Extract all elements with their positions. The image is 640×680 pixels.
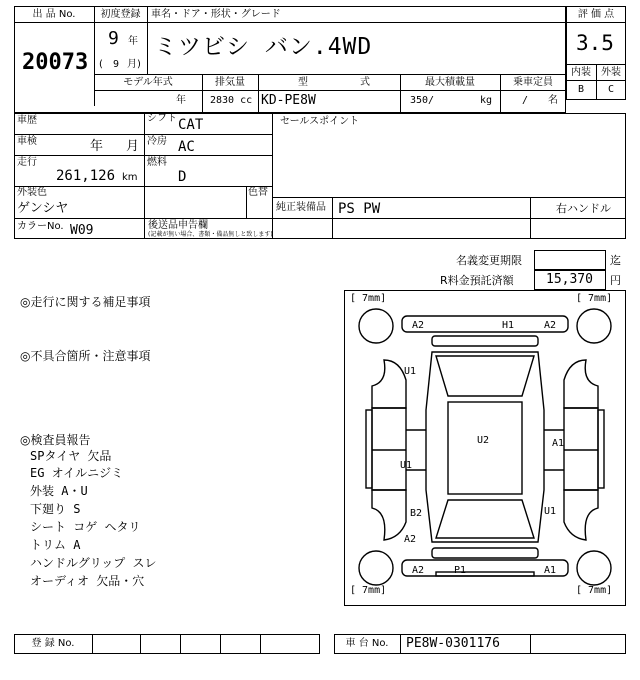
recycle-value: 15,370 [546,272,593,287]
color-change-label: 色替 [248,187,268,198]
name-change-box [534,250,606,270]
inspector-report-title: ◎検査員報告 [20,433,91,447]
shift-value: CAT [178,117,204,133]
color-no-label: カラーNo. [17,221,64,232]
mark-front-bumper-left: A2 [412,320,425,331]
max-load-value: 350/ [410,95,435,106]
tyre-depth-front-right: [ 7mm] [576,293,613,304]
mark-left-rear-quarter: A2 [404,534,417,545]
interior-grade: B [577,84,585,95]
first-reg-year: 9 [108,28,119,49]
mark-roof: U2 [477,435,490,446]
mark-right-front-door: A1 [552,438,565,449]
fuel-value: D [178,169,187,185]
rating-value: 3.5 [576,31,614,55]
mark-left-front-door: U1 [400,460,413,471]
first-reg-paren: ( [99,59,103,70]
inspector-line: EG オイルニジミ [30,466,124,480]
ac-value: AC [178,139,195,155]
inspection-month-unit: 月 [126,139,140,154]
mark-rear-bumper-left: A2 [412,565,425,576]
max-load-unit: kg [480,95,493,106]
front-grille [432,336,538,346]
exterior-color-value: ゲンシヤ [17,201,69,216]
interior-label: 内装 [571,67,591,78]
first-reg-month: 9 [113,59,120,70]
first-reg-month-unit: 月) [127,59,141,70]
steering-value: 右ハンドル [556,202,611,215]
left-side-body [372,408,406,490]
history-label: 車歴 [17,115,37,126]
later-report-note: (記載が無い場合、書類・備品無しと致します) [148,231,273,238]
model-label-2: 式 [360,77,370,88]
inspector-line: シート コゲ ヘタリ [30,520,141,534]
left-front-fender [372,360,406,408]
roof-panel [448,402,522,494]
left-rear-quarter [372,490,406,540]
inspection-label: 車検 [17,136,37,147]
inspector-line: 下廻り S [30,502,81,516]
mark-front-bumper-mid: H1 [502,320,515,331]
first-reg-label: 初度登録 [100,9,141,20]
mark-rear-bumper-mid: P1 [454,565,467,576]
car-name: ミツビシ バン.4WD [154,34,373,60]
front-left-wheel [359,309,393,343]
exterior-label: 外装 [601,67,621,78]
mileage-label: 走行 [17,157,37,168]
rear-left-wheel [359,551,393,585]
first-reg-year-unit: 年 [128,36,138,47]
right-rear-quarter [564,490,598,540]
color-no-value: W09 [70,223,94,238]
chassis-no-value: PE8W-0301176 [406,636,500,651]
inspection-year-unit: 年 [90,139,104,154]
tyre-depth-rear-left: [ 7mm] [350,585,387,596]
rating-label: 評 価 点 [577,9,615,20]
capacity-unit: 名 [548,95,558,106]
mark-left-front-fender: U1 [404,366,417,377]
rear-garnish [432,548,538,558]
front-right-wheel [577,309,611,343]
inspector-line: ハンドルグリップ スレ [30,556,157,570]
max-load-label: 最大積載量 [425,77,475,88]
later-report-label: 後送品申告欄 [148,220,208,231]
exterior-grade: C [607,84,615,95]
recycle-label: R料金預託済額 [440,274,514,287]
tyre-depth-front-left: [ 7mm] [350,293,387,304]
mileage-unit: km [122,172,138,183]
lot-no-value: 20073 [22,50,89,75]
mark-left-rear-door: B2 [410,508,423,519]
exterior-color-label: 外装色 [17,187,47,198]
displacement-value: 2830 cc [210,95,253,106]
chassis-no-label: 車 台 No. [345,638,389,649]
rear-right-wheel [577,551,611,585]
model-code: KD-PE8W [261,93,316,108]
capacity-label: 乗車定員 [513,77,553,88]
inspector-line: オーディオ 欠品・穴 [30,574,145,588]
mark-rear-bumper-right: A1 [544,565,557,576]
lot-no-label: 出 品 No. [32,9,76,20]
recycle-unit: 円 [610,274,621,287]
model-year-label: モデル年式 [123,77,173,88]
right-front-fender [564,360,598,408]
displacement-label: 排気量 [215,77,245,88]
driving-notes-title: ◎走行に関する補足事項 [20,295,151,309]
equipment-label: 純正装備品 [276,202,326,213]
inspector-line: 外装 A・U [30,484,88,498]
name-change-label: 名義変更期限 [456,254,522,267]
registration-no-label: 登 録 No. [31,638,75,649]
equipment-value: PS PW [338,201,381,217]
tyre-depth-rear-right: [ 7mm] [576,585,613,596]
defects-notes-title: ◎不具合箇所・注意事項 [20,349,151,363]
model-year-unit: 年 [176,95,186,106]
inspector-line: トリム A [30,538,81,552]
mileage-value: 261,126 [56,168,116,184]
rear-window [436,500,534,538]
model-label: 型 [298,77,308,88]
sales-points-label: セールスポイント [280,116,360,127]
shift-label: シフト [147,113,177,124]
mark-front-bumper-right: A2 [544,320,557,331]
name-change-unit: 迄 [610,254,621,267]
windshield [436,356,534,396]
car-name-label: 車名・ドア・形状・グレード [151,9,281,20]
right-side-body [564,408,598,490]
fuel-label: 燃料 [147,157,167,168]
ac-label: 冷房 [147,136,167,147]
capacity-value: / [522,95,529,106]
mark-right-rear-door: U1 [544,506,557,517]
car-diagram [344,290,626,606]
inspector-line: SPタイヤ 欠品 [30,449,112,463]
